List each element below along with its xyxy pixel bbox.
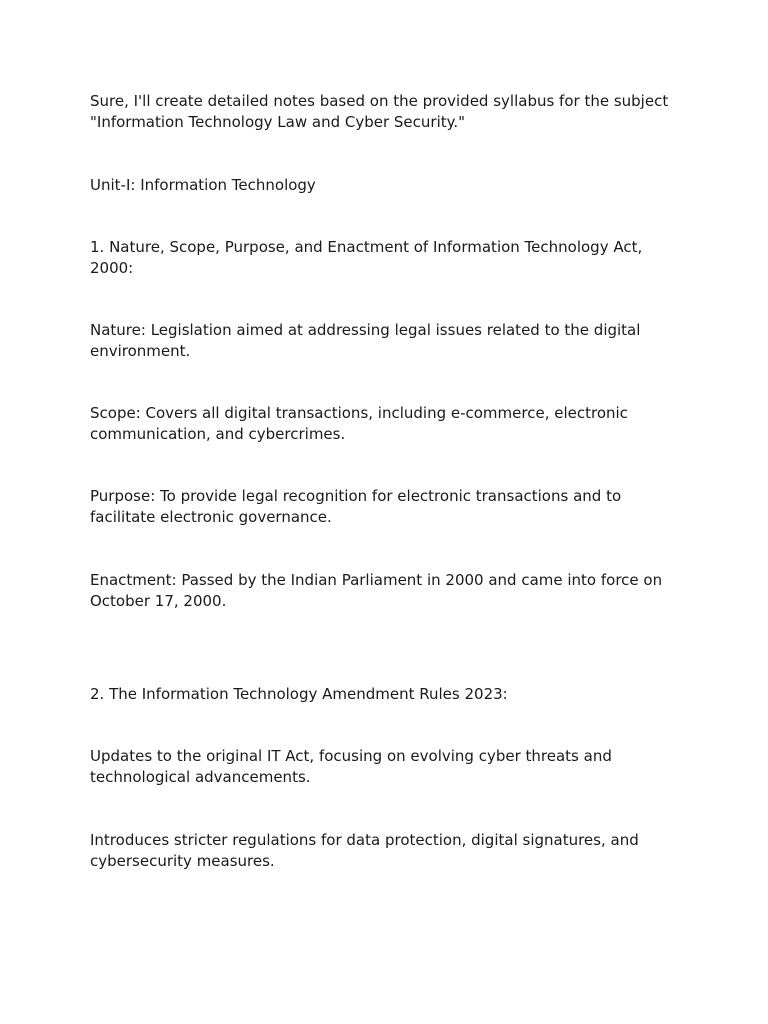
unit-heading: Unit-I: Information Technology (90, 176, 316, 194)
section-heading-2: 2. The Information Technology Amendment Rules 2023: (90, 685, 508, 703)
intro-paragraph: Sure, I'll create detailed notes based on the provided syllabus for the subject "Information Technology Law and Cyber Security." (90, 92, 669, 131)
enactment-paragraph: Enactment: Passed by the Indian Parliament in 2000 and came into force on October 17, 2000. (90, 571, 663, 610)
section-heading-1: 1. Nature, Scope, Purpose, and Enactment of Information Technology Act, 2000: (90, 238, 643, 277)
scope-paragraph: Scope: Covers all digital transactions, including e-commerce, electronic communication, and cybercrimes. (90, 404, 628, 443)
purpose-paragraph: Purpose: To provide legal recognition for electronic transactions and to facilitate electronic governance. (90, 487, 622, 526)
amendment-updates-paragraph: Updates to the original IT Act, focusing on evolving cyber threats and technological advancements. (90, 747, 612, 786)
nature-paragraph: Nature: Legislation aimed at addressing legal issues related to the digital environment. (90, 321, 641, 360)
amendment-regulations-paragraph: Introduces stricter regulations for data protection, digital signatures, and cybersecurity measures. (90, 831, 639, 870)
